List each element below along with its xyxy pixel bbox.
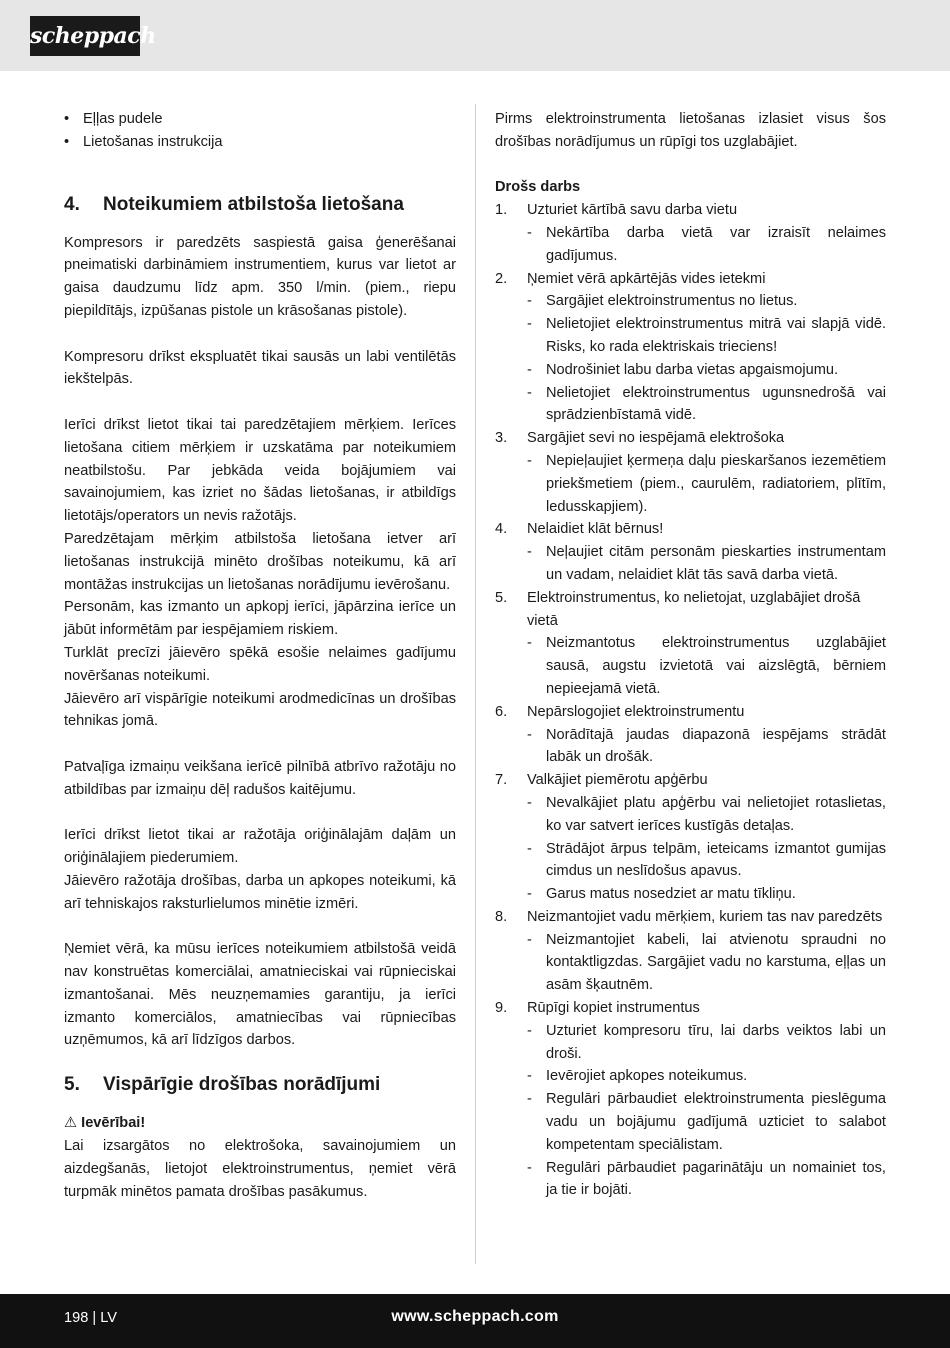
scheppach-logo: scheppach xyxy=(30,16,140,56)
website-link[interactable]: www.scheppach.com xyxy=(391,1308,559,1325)
rule-heading: 6. Nepārslogojiet elektroinstrumentu xyxy=(495,703,745,720)
paragraph: Lai izsargātos no elektrošoka, savainojumiem un aizdegšanās, lietojot elektroinstrumentus, ņemiet vērā turpmāk minētos pamata drošības pasākumus. xyxy=(64,1138,456,1200)
rule-sub-item: - Nelietojiet elektroinstrumentus ugunsnedrošā vai sprādzienbīstamā vidē. xyxy=(527,384,886,424)
rule-sub-item: - Strādājot ārpus telpām, ieteicams izmantot gumijas cimdus un neslīdošus apavus. xyxy=(527,840,886,880)
rule-item xyxy=(495,906,886,997)
rule-heading: 9. Rūpīgi kopiet instrumentus xyxy=(495,1000,700,1017)
paragraph: Jāievēro arī vispārīgie noteikumi arodmedicīnas un drošības tehnikas jomā. xyxy=(64,690,456,730)
rule-heading: 4. Nelaidiet klāt bērnus! xyxy=(495,521,664,538)
paragraph: Ņemiet vērā, ka mūsu ierīces noteikumiem atbilstošā veidā nav konstruētas komerciālai, amatnieciskai vai rūpnieciskai izmantošanai. Mēs neuzņemamies garantiju, ja ierīci izmanto komerciālos, amatniecības vai rūpniecības uzņēmumos, kā arī līdzīgos darbos. xyxy=(64,941,456,1049)
intro-paragraph: Pirms elektroinstrumenta lietošanas izlasiet visus šos drošības norādījumus un rūpīgi tos uzglabājiet. xyxy=(495,111,886,150)
rule-sub-item: - Neļaujiet citām personām pieskarties instrumentam un vadam, nelaidiet klāt tās savā darba vietā. xyxy=(527,544,886,583)
rule-sub-item: - Regulāri pārbaudiet elektroinstrumenta pieslēguma vadu un bojājumu gadījumā uzticiet to salabot kompetentam speciālistam. xyxy=(527,1091,886,1153)
rule-sub-item: - Nevalkājiet platu apģērbu vai nelietojiet rotaslietas, ko var satvert ierīces kustīgās detaļas. xyxy=(527,794,886,834)
rule-sub-item: - Uzturiet kompresoru tīru, lai darbs veiktos labi un droši. xyxy=(527,1022,886,1062)
rule-heading: 1. Uzturiet kārtībā savu darba vietu xyxy=(495,202,738,219)
rule-sub-item: - Nepieļaujiet ķermeņa daļu pieskaršanos iezemētiem priekšmetiem (piem., caurulēm, radiatoriem, plītīm, ledusskapjiem). xyxy=(527,452,886,515)
right-column xyxy=(495,108,886,1202)
paragraph: Jāievēro ražotāja drošības, darba un apkopes noteikumi, kā arī tehniskajos raksturlielumos minētie izmēri. xyxy=(64,872,456,912)
paragraph: Ierīci drīkst lietot tikai tai paredzētajiem mērķiem. Ierīces lietošana citiem mērķiem ir uzskatāma par noteikumiem neatbilstošu. Par jebkāda veida bojājumiem vai savainojumiem, kas izriet no šādas lietošanas, ir atbildīgs lietotājs/operators un nevis ražotājs. xyxy=(64,416,456,525)
rule-sub-item: - Nekārtība darba vietā var izraisīt nelaimes gadījumus. xyxy=(527,224,886,264)
rule-item xyxy=(495,268,886,428)
rule-item xyxy=(495,518,886,586)
rule-item xyxy=(495,701,886,769)
paragraph: Kompresors ir paredzēts saspiestā gaisa ģenerēšanai pneimatiski darbināmiem instrumentiem, kurus var lietot ar gaisa daudzumu līdz apm. 350 l/min. (piem., riepu piepildītājs, izpūšanas pistole un krāsošanas pistole). xyxy=(64,234,456,319)
section-5-heading: 5. Vispārīgie drošības norādījumi xyxy=(64,1074,381,1096)
rule-sub-item: - Sargājiet elektroinstrumentus no lietus. xyxy=(527,293,798,310)
safety-rules-list xyxy=(495,199,886,1202)
rule-sub-item: - Neizmantojiet kabeli, lai atvienotu spraudni no kontaktligzdas. Sargājiet vadu no karstuma, eļļas un asām šķautnēm. xyxy=(527,931,886,994)
rule-sub-item: - Norādītajā jaudas diapazonā iespējams strādāt labāk un drošāk. xyxy=(527,726,886,766)
rule-heading: 5. Elektroinstrumentus, ko nelietojat, uzglabājiet drošā vietā xyxy=(495,589,861,629)
list-item: • Eļļas pudele xyxy=(64,111,163,127)
rule-heading: 7. Valkājiet piemērotu apģērbu xyxy=(495,772,708,789)
rule-item xyxy=(495,199,886,267)
rule-sub-item: - Nodrošiniet labu darba vietas apgaismojumu. xyxy=(527,361,839,378)
rule-sub-item: - Regulāri pārbaudiet pagarinātāju un nomainiet tos, ja tie ir bojāti. xyxy=(527,1159,886,1199)
rule-heading: 2. Ņemiet vērā apkārtējās vides ietekmi xyxy=(495,270,766,287)
rule-heading: 8. Neizmantojiet vadu mērķiem, kuriem tas nav paredzēts xyxy=(495,908,883,925)
page-footer xyxy=(0,1294,950,1348)
page-number: 198 | LV xyxy=(64,1310,118,1326)
paragraph: Paredzētajam mērķim atbilstoša lietošana ietver arī lietošanas instrukcijā minēto drošības noteikumu, kā arī montāžas instrukcijas un lietošanas norādījumu ievērošanu. xyxy=(64,530,456,593)
column-divider xyxy=(475,104,476,1264)
rule-item xyxy=(495,427,886,518)
rule-heading: 3. Sargājiet sevi no iespējamā elektrošoka xyxy=(495,430,785,447)
rule-sub-item: - Neizmantotus elektroinstrumentus uzglabājiet sausā, augstu izvietotā vai aizslēgtā, bērniem nepieejamā vietā. xyxy=(527,635,886,697)
rule-sub-item: - Garus matus nosedziet ar matu tīkliņu. xyxy=(527,886,796,903)
rule-item xyxy=(495,997,886,1202)
page-header xyxy=(0,0,950,71)
paragraph: Kompresoru drīkst ekspluatēt tikai sausās un labi ventilētās iekštelpās. xyxy=(64,348,456,388)
rule-item xyxy=(495,587,886,701)
rule-item xyxy=(495,769,886,906)
paragraph: Personām, kas izmanto un apkopj ierīci, jāpārzina ierīce un jābūt informētām par iespējamiem riskiem. xyxy=(64,599,456,639)
rule-sub-item: - Nelietojiet elektroinstrumentus mitrā vai slapjā vidē. Risks, ko rada elektriskais trieciens! xyxy=(527,316,886,355)
paragraph: Patvaļīga izmaiņu veikšana ierīcē pilnībā atbrīvo ražotāju no atbildības par izmaiņu dēļ radušos kaitējumu. xyxy=(64,758,456,798)
paragraph: Ierīci drīkst lietot tikai ar ražotāja oriģinālajām daļām un oriģinālajiem piederumiem. xyxy=(64,827,456,867)
rule-sub-item: - Ievērojiet apkopes noteikumus. xyxy=(527,1068,748,1085)
paragraph: Turklāt precīzi jāievēro spēkā esošie nelaimes gadījumu novēršanas noteikumi. xyxy=(64,644,456,684)
section-4-heading: 4. Noteikumiem atbilstoša lietošana xyxy=(64,193,404,215)
warning-label: ⚠ Ievērībai! xyxy=(64,1115,146,1132)
safe-work-heading: Drošs darbs xyxy=(495,179,581,196)
list-item: • Lietošanas instrukcija xyxy=(64,133,223,150)
left-column xyxy=(64,108,456,1203)
